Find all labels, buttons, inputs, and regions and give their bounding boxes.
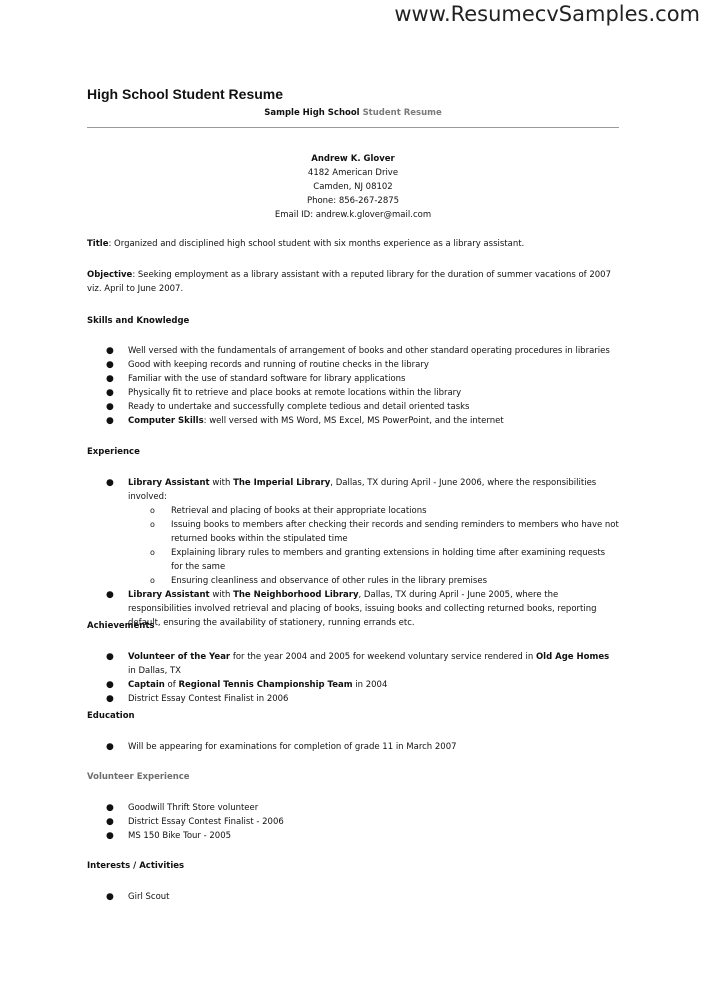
achievement-text: in Dallas, TX — [128, 666, 181, 676]
volunteer-heading: Volunteer Experience — [87, 772, 190, 782]
skills-section — [87, 314, 619, 428]
circle-bullet-icon: o — [150, 548, 155, 557]
experience-section — [87, 445, 619, 630]
list-item — [87, 546, 619, 574]
list-item — [87, 829, 619, 843]
volunteer-text: Goodwill Thrift Store volunteer — [128, 803, 259, 813]
circle-bullet-icon: o — [150, 520, 155, 529]
job1-duties — [128, 504, 619, 588]
volunteer-text: District Essay Contest Finalist - 2006 — [128, 817, 284, 827]
site-watermark: www.ResumecvSamples.com — [394, 2, 700, 26]
list-item — [87, 504, 619, 518]
list-item — [87, 801, 619, 815]
objective-line — [87, 268, 619, 296]
job1-org: The Imperial Library — [233, 478, 331, 488]
objective-text: : Seeking employment as a library assistant with a reputed library for the duration of summer vacations of 2007 viz. April to June 2007. — [87, 270, 611, 294]
list-item — [87, 344, 619, 358]
bullet-icon: ● — [106, 652, 114, 662]
list-item — [87, 476, 619, 588]
achievement-text: of — [164, 680, 179, 690]
achievement-bold: Volunteer of the Year — [128, 652, 231, 662]
list-item — [87, 414, 619, 428]
contact-street: 4182 American Drive — [307, 168, 399, 178]
interests-heading: Interests / Activities — [87, 861, 185, 871]
achievements-heading: Achievements — [87, 621, 155, 631]
list-item — [87, 650, 619, 678]
bullet-icon: ● — [106, 346, 114, 356]
education-section — [87, 709, 619, 754]
list-item — [87, 815, 619, 829]
contact-city: Camden, NJ 08102 — [313, 182, 393, 192]
duty-text: Issuing books to members after checking their records and sending reminders to members who have not returned books within the stipulated time — [171, 520, 619, 544]
bullet-icon: ● — [106, 803, 114, 813]
bullet-icon: ● — [106, 694, 114, 704]
skill-text: Good with keeping records and running of routine checks in the library — [128, 360, 429, 370]
bullet-icon: ● — [106, 817, 114, 827]
circle-bullet-icon: o — [150, 506, 155, 515]
bullet-icon: ● — [106, 680, 114, 690]
achievement-text: District Essay Contest Finalist in 2006 — [128, 694, 289, 704]
list-item — [87, 400, 619, 414]
skills-list — [87, 344, 619, 428]
skill-text: Well versed with the fundamentals of arrangement of books and other standard operating procedures in libraries — [128, 346, 610, 356]
list-item — [87, 518, 619, 546]
bullet-icon: ● — [106, 374, 114, 384]
volunteer-list — [87, 801, 619, 843]
list-item — [87, 574, 619, 588]
achievement-text: for the year 2004 and 2005 for weekend voluntary service rendered in — [230, 652, 536, 662]
bullet-icon: ● — [106, 388, 114, 398]
title-label: Title — [87, 239, 109, 249]
title-line — [87, 237, 619, 251]
bullet-icon: ● — [106, 590, 114, 600]
list-item — [87, 692, 619, 706]
list-item — [87, 678, 619, 692]
bullet-icon: ● — [106, 360, 114, 370]
bullet-icon: ● — [106, 742, 114, 752]
list-item — [87, 358, 619, 372]
duty-text: Explaining library rules to members and granting extensions in holding time after examining requests for the same — [171, 548, 606, 572]
contact-phone: Phone: 856-267-2875 — [306, 196, 400, 206]
job1-details: , Dallas, TX during April - June 2006, where the responsibilities involved: — [128, 478, 597, 502]
bullet-icon: ● — [106, 831, 114, 841]
job2-details: , Dallas, TX during April - June 2005, where the responsibilities involved retrieval and placing of books, issuing books and collecting returned books, reporting default, ensuring the availability of stationery, running errands etc. — [128, 590, 597, 628]
skill-text: Familiar with the use of standard software for library applications — [128, 374, 406, 384]
experience-heading: Experience — [87, 447, 140, 457]
volunteer-text: MS 150 Bike Tour - 2005 — [128, 831, 232, 841]
achievements-section — [87, 619, 619, 706]
achievement-bold: Captain — [128, 680, 165, 690]
objective-label: Objective — [87, 270, 133, 280]
list-item — [87, 372, 619, 386]
job2-org: The Neighborhood Library — [233, 590, 359, 600]
interest-text: Girl Scout — [128, 892, 170, 902]
job2-with: with — [209, 590, 234, 600]
contact-block — [0, 152, 706, 222]
list-item — [87, 740, 619, 754]
interests-section — [87, 859, 619, 904]
job1-role: Library Assistant — [128, 478, 210, 488]
computer-skills-text: : well versed with MS Word, MS Excel, MS PowerPoint, and the internet — [203, 416, 504, 426]
list-item — [87, 890, 619, 904]
bullet-icon: ● — [106, 402, 114, 412]
education-text: Will be appearing for examinations for completion of grade 11 in March 2007 — [128, 742, 457, 752]
interests-list — [87, 890, 619, 904]
skill-text: Ready to undertake and successfully complete tedious and detail oriented tasks — [128, 402, 470, 412]
achievement-text: in 2004 — [352, 680, 388, 690]
volunteer-section — [87, 770, 619, 843]
bullet-icon: ● — [106, 478, 114, 488]
bullet-icon: ● — [106, 892, 114, 902]
skills-heading: Skills and Knowledge — [87, 316, 190, 326]
achievement-bold: Regional Tennis Championship Team — [178, 680, 353, 690]
subtitle-part-2: Student Resume — [362, 108, 442, 118]
education-list — [87, 740, 619, 754]
duty-text: Retrieval and placing of books at their appropriate locations — [171, 506, 427, 516]
circle-bullet-icon: o — [150, 576, 155, 585]
title-text: : Organized and disciplined high school student with six months experience as a library assistant. — [108, 239, 525, 249]
achievements-list — [87, 650, 619, 706]
bullet-icon: ● — [106, 416, 114, 426]
subtitle-part-1: Sample High School — [264, 108, 363, 118]
header-divider — [87, 127, 619, 128]
contact-email: Email ID: andrew.k.glover@mail.com — [274, 210, 432, 220]
document-subtitle — [0, 108, 706, 118]
document-title: High School Student Resume — [87, 86, 284, 102]
list-item — [87, 386, 619, 400]
skill-text: Physically fit to retrieve and place books at remote locations within the library — [128, 388, 462, 398]
computer-skills-label: Computer Skills — [128, 416, 204, 426]
experience-list — [87, 476, 619, 630]
job2-role: Library Assistant — [128, 590, 210, 600]
achievement-bold: Old Age Homes — [535, 652, 610, 662]
job1-with: with — [209, 478, 234, 488]
candidate-name: Andrew K. Glover — [311, 154, 395, 164]
education-heading: Education — [87, 711, 135, 721]
duty-text: Ensuring cleanliness and observance of other rules in the library premises — [171, 576, 488, 586]
